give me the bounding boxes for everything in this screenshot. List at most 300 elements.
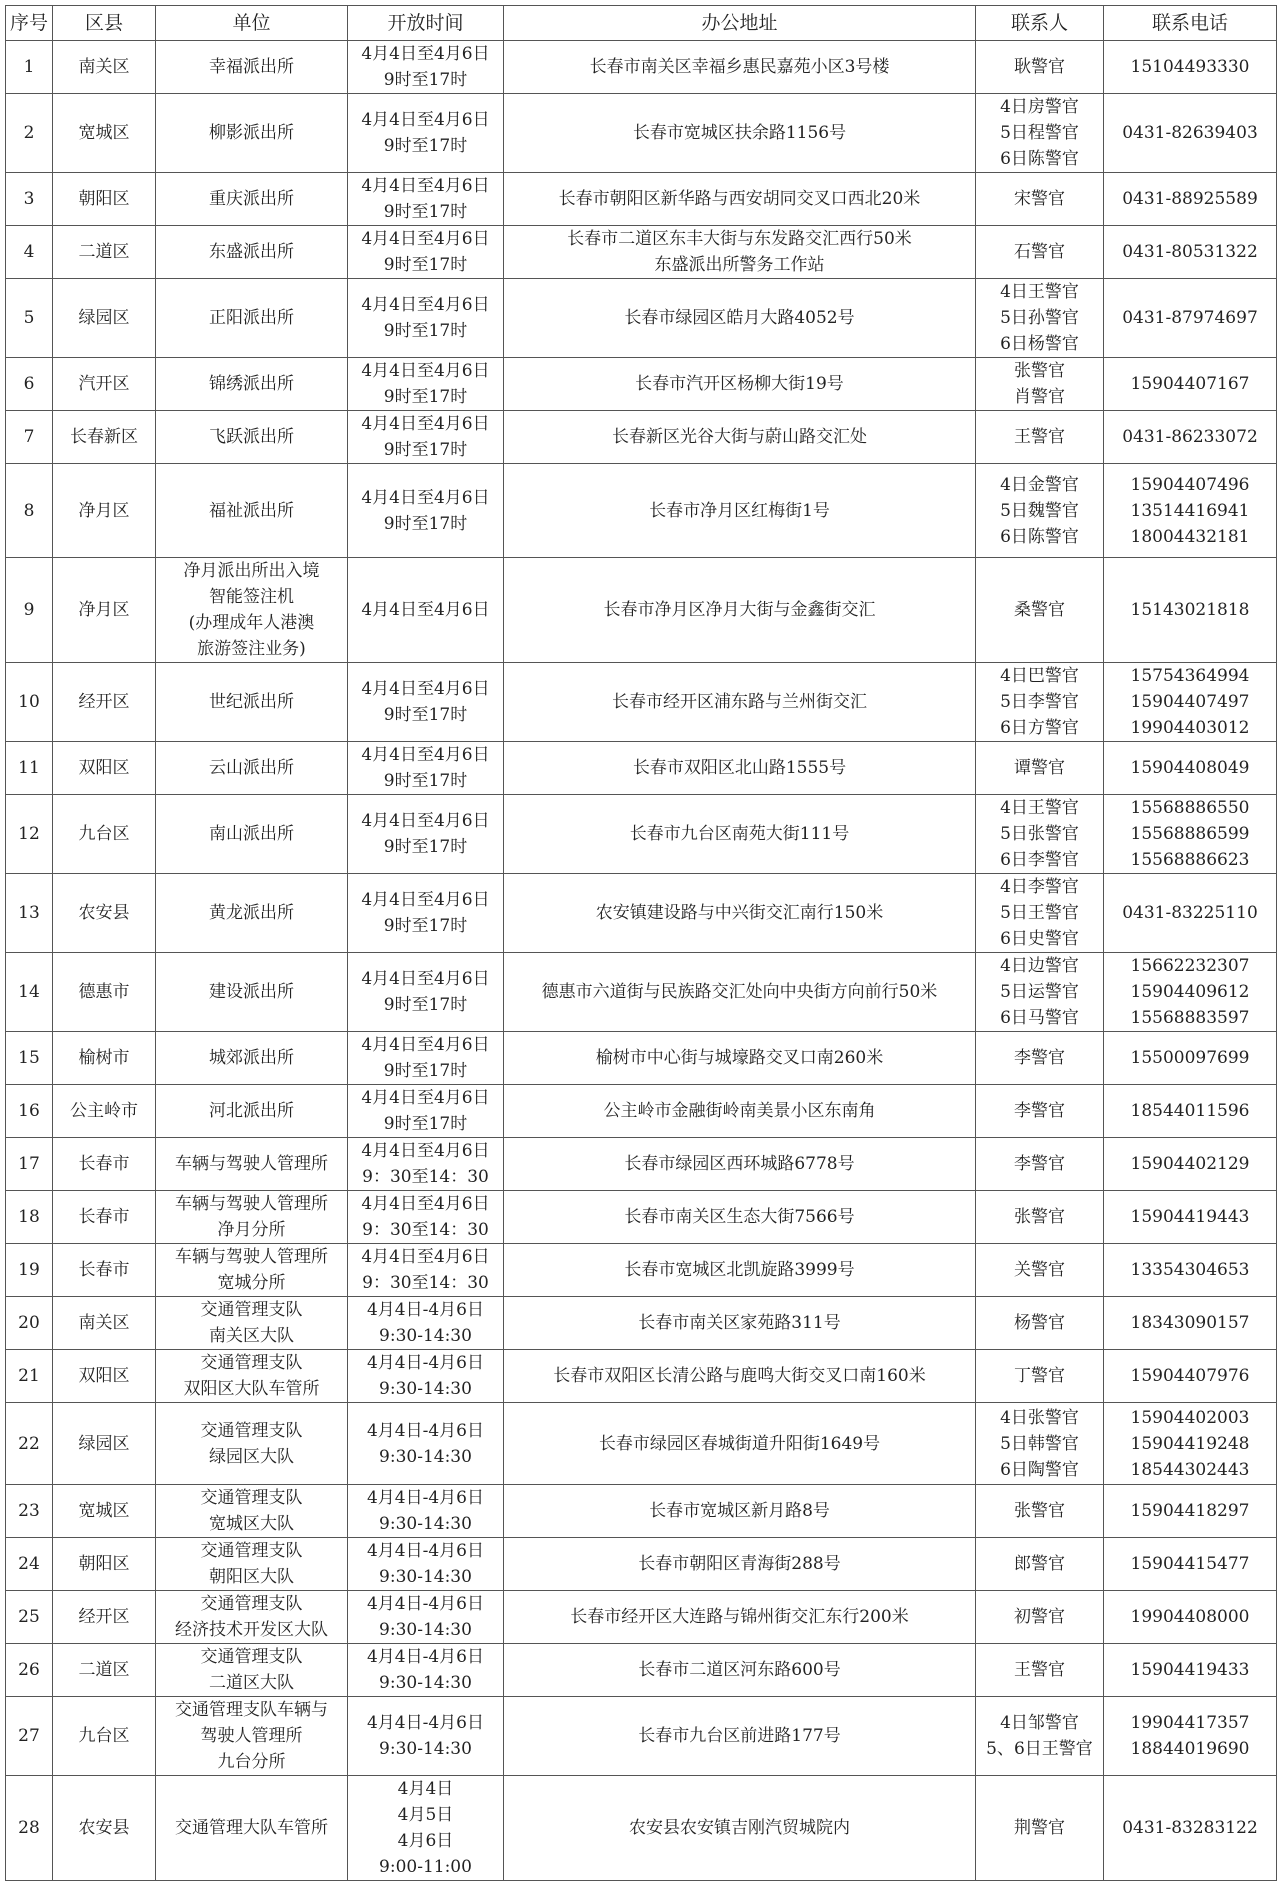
cell-unit (156, 1538, 348, 1591)
cell-hours-line: 4月4日-4月6日 (366, 1541, 484, 1561)
cell-phone (1104, 411, 1277, 464)
cell-contact-line: 6日陈警官 (1000, 526, 1079, 547)
cell-phone-line: 15904402003 (1130, 1407, 1250, 1428)
cell-hours (348, 411, 504, 464)
cell-phone-line: 0431-83283122 (1122, 1818, 1258, 1838)
cell-unit-line: 二道区大队 (209, 1673, 294, 1693)
cell-unit (156, 1032, 348, 1085)
cell-phone-line: 0431-88925589 (1122, 189, 1258, 209)
cell-hours (348, 94, 504, 173)
table-row (6, 1697, 1277, 1776)
cell-district: 德惠市 (53, 953, 156, 1032)
cell-unit-line: 交通管理支队 (200, 1420, 303, 1441)
cell-hours-line: 9：30至14：30 (362, 1273, 489, 1293)
cell-phone-line: 18343090157 (1130, 1313, 1250, 1333)
cell-address-line: 长春市宽城区新月路8号 (649, 1501, 830, 1521)
cell-index: 22 (6, 1403, 53, 1485)
cell-district: 榆树市 (53, 1032, 156, 1085)
cell-phone-line: 15568886623 (1130, 850, 1250, 870)
cell-unit-line: 经济技术开发区大队 (175, 1620, 328, 1640)
cell-district: 农安县 (53, 874, 156, 953)
table-row (6, 279, 1277, 358)
table-row (6, 1138, 1277, 1191)
cell-phone-line: 19904403012 (1130, 718, 1250, 738)
cell-contact-line: 耿警官 (1014, 57, 1065, 77)
cell-hours (348, 1191, 504, 1244)
cell-index: 16 (6, 1085, 53, 1138)
cell-district: 农安县 (53, 1776, 156, 1881)
cell-address-line: 长春市南关区生态大街7566号 (624, 1207, 855, 1227)
cell-hours-line: 9时至17时 (383, 321, 468, 341)
cell-contact-line: 4日巴警官 (1000, 666, 1079, 686)
cell-unit-line: 交通管理支队 (200, 1594, 303, 1614)
table-row (6, 953, 1277, 1032)
cell-district: 绿园区 (53, 279, 156, 358)
cell-unit-line: 南山派出所 (209, 824, 294, 844)
cell-contact (976, 94, 1104, 173)
cell-contact (976, 874, 1104, 953)
cell-phone-line: 13354304653 (1130, 1260, 1250, 1280)
cell-hours-line: 9:30-14:30 (379, 1739, 472, 1759)
cell-contact (976, 464, 1104, 558)
header-district: 区县 (53, 6, 156, 41)
header-unit: 单位 (156, 6, 348, 41)
cell-district: 长春市 (53, 1244, 156, 1297)
cell-address-line: 长春市九台区南苑大街111号 (629, 824, 850, 844)
cell-hours-line: 4月4日至4月6日 (361, 1088, 490, 1108)
cell-phone (1104, 1085, 1277, 1138)
cell-unit-line: 双阳区大队车管所 (183, 1379, 320, 1399)
table-row (6, 1644, 1277, 1697)
cell-index: 3 (6, 173, 53, 226)
cell-hours-line: 4月4日-4月6日 (366, 1353, 484, 1373)
table-row (6, 1403, 1277, 1485)
cell-index: 14 (6, 953, 53, 1032)
cell-district: 宽城区 (53, 1485, 156, 1538)
cell-address-line: 长春市经开区浦东路与兰州街交汇 (612, 692, 867, 712)
cell-contact-line: 4日房警官 (1000, 97, 1079, 117)
cell-address (504, 1191, 976, 1244)
cell-hours (348, 464, 504, 558)
cell-hours (348, 173, 504, 226)
cell-unit-line: 黄龙派出所 (209, 903, 294, 923)
cell-phone-line: 0431-80531322 (1122, 242, 1258, 262)
cell-unit (156, 1244, 348, 1297)
cell-hours-line: 9:30-14:30 (379, 1326, 472, 1346)
cell-index: 10 (6, 663, 53, 742)
cell-hours-line: 9时至17时 (383, 136, 468, 156)
cell-unit (156, 795, 348, 874)
cell-address (504, 1776, 976, 1881)
cell-hours-line: 9:30-14:30 (379, 1673, 472, 1693)
header-index: 序号 (6, 6, 53, 41)
cell-unit-line: 锦绣派出所 (209, 374, 294, 394)
cell-address-line: 长春市宽城区扶余路1156号 (632, 123, 847, 143)
cell-unit (156, 953, 348, 1032)
cell-phone-line: 15904407167 (1130, 374, 1250, 394)
cell-phone (1104, 464, 1277, 558)
cell-contact (976, 1591, 1104, 1644)
cell-hours-line: 4月4日至4月6日 (361, 487, 490, 508)
cell-contact-line: 6日陶警官 (1000, 1459, 1079, 1480)
cell-contact-line: 6日杨警官 (1000, 334, 1079, 354)
cell-hours (348, 41, 504, 94)
cell-hours-line: 9:30-14:30 (379, 1446, 472, 1467)
cell-district: 宽城区 (53, 94, 156, 173)
cell-hours-line: 9:30-14:30 (379, 1567, 472, 1587)
cell-hours-line: 9时至17时 (383, 837, 468, 857)
cell-hours (348, 1297, 504, 1350)
cell-unit (156, 1591, 348, 1644)
cell-unit (156, 1776, 348, 1881)
cell-hours (348, 226, 504, 279)
cell-unit-line: 旅游签注业务) (197, 639, 306, 659)
cell-unit (156, 1138, 348, 1191)
cell-contact-line: 4日边警官 (1000, 956, 1079, 976)
cell-unit (156, 663, 348, 742)
cell-hours-line: 9时至17时 (383, 771, 468, 791)
cell-phone (1104, 94, 1277, 173)
cell-unit-line: 智能签注机 (209, 587, 294, 607)
cell-unit (156, 279, 348, 358)
cell-contact-line: 张警官 (1014, 1501, 1065, 1521)
cell-address-line: 长春市朝阳区青海街288号 (638, 1554, 841, 1574)
cell-hours-line: 4月4日至4月6日 (361, 295, 490, 315)
cell-phone (1104, 358, 1277, 411)
cell-contact (976, 1485, 1104, 1538)
cell-address (504, 1538, 976, 1591)
cell-hours-line: 9:30-14:30 (379, 1514, 472, 1534)
cell-address (504, 953, 976, 1032)
cell-phone (1104, 226, 1277, 279)
cell-address-line: 长春市绿园区春城街道升阳街1649号 (598, 1433, 881, 1454)
cell-district: 九台区 (53, 795, 156, 874)
cell-contact-line: 6日方警官 (1000, 718, 1079, 738)
table-row (6, 1350, 1277, 1403)
cell-phone-line: 0431-82639403 (1122, 123, 1258, 143)
cell-unit (156, 173, 348, 226)
cell-hours-line: 4月4日至4月6日 (361, 745, 490, 765)
cell-contact-line: 5日王警官 (1000, 903, 1079, 923)
cell-district: 净月区 (53, 558, 156, 663)
cell-district: 经开区 (53, 663, 156, 742)
cell-hours-line: 4月4日至4月6日 (361, 176, 490, 196)
cell-index: 2 (6, 94, 53, 173)
cell-contact (976, 1191, 1104, 1244)
cell-unit (156, 1403, 348, 1485)
cell-unit-line: 东盛派出所 (209, 242, 294, 262)
cell-district: 九台区 (53, 1697, 156, 1776)
cell-unit-line: 云山派出所 (209, 758, 294, 778)
table-row (6, 1297, 1277, 1350)
table-row (6, 358, 1277, 411)
cell-address (504, 558, 976, 663)
cell-phone-line: 19904408000 (1130, 1607, 1250, 1627)
cell-contact (976, 1538, 1104, 1591)
cell-address (504, 41, 976, 94)
cell-contact-line: 宋警官 (1014, 189, 1065, 209)
cell-phone-line: 15904415477 (1130, 1554, 1250, 1574)
cell-contact-line: 桑警官 (1014, 600, 1065, 620)
cell-address (504, 1032, 976, 1085)
cell-unit-line: 净月分所 (217, 1220, 286, 1240)
cell-district: 双阳区 (53, 1350, 156, 1403)
cell-phone (1104, 1297, 1277, 1350)
header-address: 办公地址 (504, 6, 976, 41)
cell-contact (976, 1776, 1104, 1881)
cell-unit (156, 1485, 348, 1538)
cell-contact-line: 王警官 (1014, 1660, 1065, 1680)
cell-hours-line: 4月4日至4月6日 (361, 890, 490, 910)
cell-phone-line: 13514416941 (1130, 500, 1250, 521)
cell-address (504, 1591, 976, 1644)
cell-hours (348, 1485, 504, 1538)
cell-phone (1104, 1244, 1277, 1297)
cell-address-line: 长春市朝阳区新华路与西安胡同交叉口西北20米 (558, 189, 921, 209)
cell-hours (348, 663, 504, 742)
cell-hours-line: 9时至17时 (383, 440, 468, 460)
cell-district: 朝阳区 (53, 173, 156, 226)
cell-phone (1104, 663, 1277, 742)
cell-hours (348, 874, 504, 953)
cell-phone-line: 15904409612 (1130, 982, 1250, 1002)
cell-hours-line: 4月4日-4月6日 (366, 1594, 484, 1614)
cell-index: 15 (6, 1032, 53, 1085)
cell-phone-line: 15568883597 (1130, 1008, 1250, 1028)
cell-phone-line: 19904417357 (1130, 1713, 1250, 1733)
cell-unit-line: 交通管理大队车管所 (175, 1818, 328, 1838)
cell-district: 朝阳区 (53, 1538, 156, 1591)
cell-hours-line: 9时至17时 (383, 387, 468, 407)
cell-hours (348, 1776, 504, 1881)
cell-phone-line: 15104493330 (1130, 57, 1250, 77)
cell-contact-line: 4日王警官 (1000, 798, 1079, 818)
cell-hours-line: 9时至17时 (383, 916, 468, 936)
cell-address (504, 279, 976, 358)
cell-district: 二道区 (53, 226, 156, 279)
cell-hours-line: 9时至17时 (383, 995, 468, 1015)
cell-address (504, 1350, 976, 1403)
cell-phone-line: 0431-83225110 (1122, 903, 1258, 923)
cell-address-line: 长春市南关区幸福乡惠民嘉苑小区3号楼 (589, 57, 890, 77)
cell-hours-line: 9:00-11:00 (379, 1857, 472, 1877)
cell-unit-line: (办理成年人港澳 (188, 613, 315, 633)
cell-contact (976, 558, 1104, 663)
cell-contact-line: 5、6日王警官 (986, 1739, 1093, 1759)
cell-hours-line: 9：30至14：30 (362, 1220, 489, 1240)
cell-phone-line: 15904407976 (1130, 1366, 1250, 1386)
cell-hours-line: 4月4日至4月6日 (361, 969, 490, 989)
cell-district: 净月区 (53, 464, 156, 558)
cell-contact-line: 6日陈警官 (1000, 149, 1079, 169)
cell-contact (976, 411, 1104, 464)
cell-contact-line: 4日金警官 (1000, 474, 1079, 495)
cell-phone-line: 15568886599 (1130, 824, 1250, 844)
cell-address (504, 1085, 976, 1138)
cell-hours-line: 4月4日至4月6日 (361, 414, 490, 434)
cell-address-line: 德惠市六道街与民族路交汇处向中央街方向前行50米 (541, 982, 938, 1002)
cell-phone-line: 15904408049 (1130, 758, 1250, 778)
cell-contact-line: 5日程警官 (1000, 123, 1079, 143)
table-body (6, 41, 1277, 1881)
cell-hours (348, 1244, 504, 1297)
cell-unit (156, 1297, 348, 1350)
cell-address (504, 1244, 976, 1297)
cell-unit-line: 河北派出所 (209, 1101, 294, 1121)
table-row (6, 1032, 1277, 1085)
cell-phone (1104, 173, 1277, 226)
cell-unit (156, 358, 348, 411)
cell-address (504, 795, 976, 874)
cell-hours-line: 4月4日-4月6日 (366, 1420, 484, 1441)
cell-address-line: 长春市汽开区杨柳大街19号 (635, 374, 844, 394)
cell-phone-line: 18004432181 (1130, 526, 1250, 547)
cell-index: 25 (6, 1591, 53, 1644)
cell-hours (348, 1697, 504, 1776)
cell-contact-line: 4日张警官 (1000, 1407, 1079, 1428)
cell-index: 21 (6, 1350, 53, 1403)
cell-index: 17 (6, 1138, 53, 1191)
cell-district: 经开区 (53, 1591, 156, 1644)
cell-hours-line: 4月4日-4月6日 (366, 1488, 484, 1508)
cell-address-line: 长春市净月区净月大街与金鑫街交汇 (603, 600, 876, 620)
cell-phone (1104, 953, 1277, 1032)
cell-address-line: 长春市绿园区皓月大路4052号 (624, 308, 855, 328)
cell-phone (1104, 279, 1277, 358)
cell-contact (976, 1032, 1104, 1085)
cell-contact-line: 5日张警官 (1000, 824, 1079, 844)
cell-contact (976, 226, 1104, 279)
cell-contact (976, 795, 1104, 874)
cell-address-line: 农安县农安镇吉刚汽贸城院内 (629, 1818, 850, 1838)
cell-hours-line: 9时至17时 (383, 70, 468, 90)
cell-contact-line: 6日马警官 (1000, 1008, 1079, 1028)
cell-phone (1104, 1191, 1277, 1244)
cell-phone-line: 15904407497 (1130, 692, 1250, 712)
cell-address (504, 358, 976, 411)
cell-hours-line: 4月4日-4月6日 (366, 1713, 484, 1733)
cell-index: 13 (6, 874, 53, 953)
cell-address-line: 公主岭市金融街岭南美景小区东南角 (603, 1101, 876, 1121)
cell-index: 9 (6, 558, 53, 663)
cell-address (504, 663, 976, 742)
table-row (6, 1538, 1277, 1591)
cell-unit-line: 飞跃派出所 (209, 427, 294, 447)
table-row (6, 1776, 1277, 1881)
table-row (6, 742, 1277, 795)
cell-hours-line: 9时至17时 (383, 255, 468, 275)
cell-phone-line: 18844019690 (1130, 1739, 1250, 1759)
cell-unit-line: 交通管理支队 (200, 1353, 303, 1373)
cell-hours-line: 4月4日-4月6日 (366, 1300, 484, 1320)
table-row (6, 795, 1277, 874)
cell-contact-line: 荆警官 (1014, 1818, 1065, 1838)
cell-hours (348, 1350, 504, 1403)
cell-index: 20 (6, 1297, 53, 1350)
cell-phone-line: 0431-86233072 (1122, 427, 1258, 447)
cell-index: 11 (6, 742, 53, 795)
cell-hours-line: 9时至17时 (383, 1061, 468, 1081)
cell-contact-line: 4日王警官 (1000, 282, 1079, 302)
cell-phone (1104, 1776, 1277, 1881)
cell-district: 长春新区 (53, 411, 156, 464)
cell-contact-line: 4日邹警官 (1000, 1713, 1079, 1733)
cell-hours (348, 1644, 504, 1697)
cell-contact-line: 关警官 (1014, 1260, 1065, 1280)
cell-contact-line: 5日李警官 (1000, 692, 1079, 712)
table-row (6, 464, 1277, 558)
cell-hours-line: 4月4日至4月6日 (361, 110, 490, 130)
table-row (6, 41, 1277, 94)
cell-unit-line: 交通管理支队 (200, 1488, 303, 1508)
cell-contact-line: 李警官 (1014, 1154, 1065, 1174)
cell-unit-line: 交通管理支队 (200, 1647, 303, 1667)
cell-hours-line: 4月4日至4月6日 (361, 600, 490, 620)
cell-address (504, 1485, 976, 1538)
cell-index: 28 (6, 1776, 53, 1881)
cell-contact-line: 谭警官 (1014, 758, 1065, 778)
cell-hours-line: 9时至17时 (383, 513, 468, 534)
cell-unit (156, 1697, 348, 1776)
cell-address-line: 榆树市中心街与城壕路交叉口南260米 (595, 1048, 884, 1068)
table-row (6, 1085, 1277, 1138)
cell-index: 7 (6, 411, 53, 464)
cell-hours (348, 279, 504, 358)
cell-contact-line: 4日李警官 (1000, 877, 1079, 897)
cell-contact (976, 279, 1104, 358)
cell-index: 12 (6, 795, 53, 874)
cell-address (504, 1644, 976, 1697)
cell-unit-line: 车辆与驾驶人管理所 (175, 1194, 328, 1214)
cell-hours-line: 4月4日至4月6日 (361, 44, 490, 64)
cell-phone (1104, 795, 1277, 874)
header-contact: 联系人 (976, 6, 1104, 41)
cell-index: 18 (6, 1191, 53, 1244)
cell-phone-line: 15662232307 (1130, 956, 1250, 976)
cell-unit-line: 驾驶人管理所 (200, 1726, 303, 1746)
cell-district: 长春市 (53, 1138, 156, 1191)
cell-hours-line: 4月4日至4月6日 (361, 679, 490, 699)
table-row (6, 94, 1277, 173)
cell-contact (976, 1350, 1104, 1403)
cell-contact-line: 5日韩警官 (1000, 1433, 1079, 1454)
cell-phone-line: 15904402129 (1130, 1154, 1250, 1174)
cell-address-line: 长春市净月区红梅街1号 (649, 500, 830, 521)
cell-unit (156, 94, 348, 173)
cell-hours (348, 1138, 504, 1191)
cell-contact-line: 6日史警官 (1000, 929, 1079, 949)
cell-contact-line: 张警官 (1014, 361, 1065, 381)
cell-phone-line: 0431-87974697 (1122, 308, 1258, 328)
cell-contact (976, 1244, 1104, 1297)
cell-index: 27 (6, 1697, 53, 1776)
cell-contact-line: 王警官 (1014, 427, 1065, 447)
cell-phone (1104, 1591, 1277, 1644)
cell-phone (1104, 874, 1277, 953)
cell-phone (1104, 1350, 1277, 1403)
cell-address-line: 农安镇建设路与中兴街交汇南行150米 (595, 903, 884, 923)
cell-unit (156, 41, 348, 94)
cell-unit-line: 建设派出所 (209, 982, 294, 1002)
cell-index: 6 (6, 358, 53, 411)
cell-phone-line: 15904419433 (1130, 1660, 1250, 1680)
cell-hours (348, 742, 504, 795)
cell-hours-line: 4月4日至4月6日 (361, 1247, 490, 1267)
cell-district: 绿园区 (53, 1403, 156, 1485)
cell-address-line: 长春市双阳区北山路1555号 (632, 758, 847, 778)
cell-unit-line: 交通管理支队车辆与 (175, 1700, 328, 1720)
cell-district: 汽开区 (53, 358, 156, 411)
